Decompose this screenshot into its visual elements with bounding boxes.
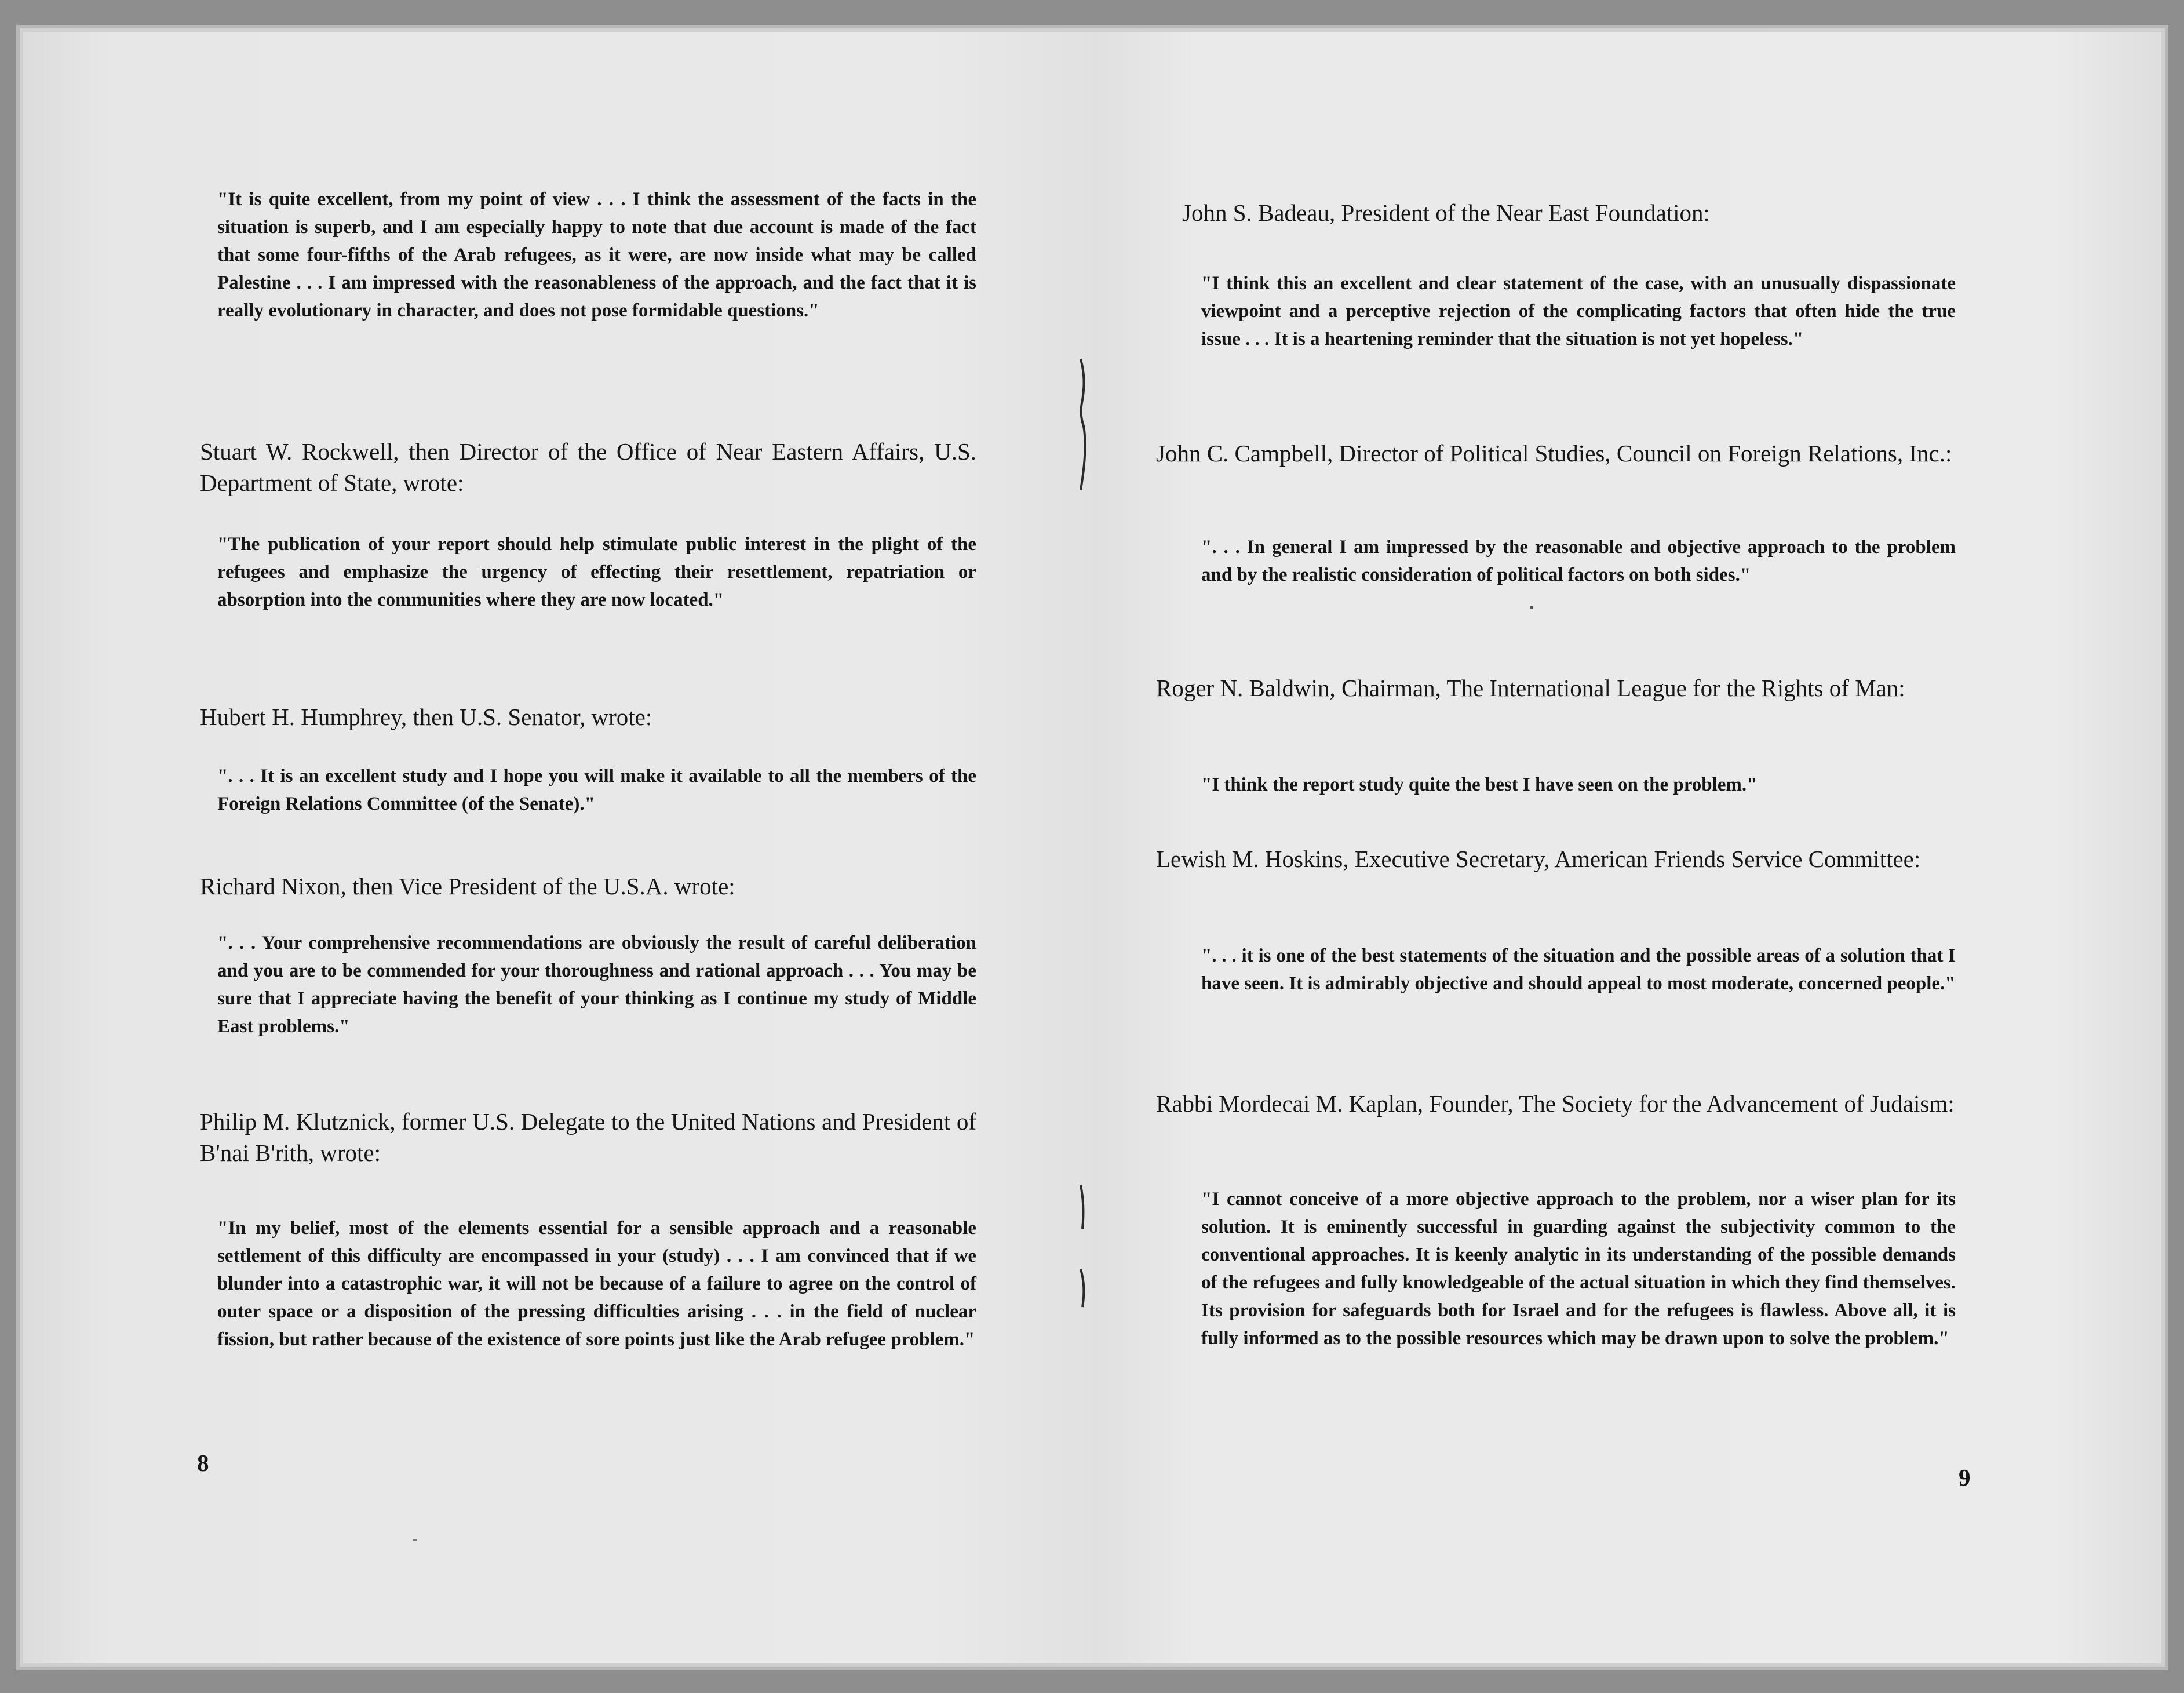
- entry-heading: Roger N. Baldwin, Chairman, The International League for the Rights of Man:: [1156, 675, 1905, 701]
- quote-text: ". . . It is an excellent study and I hope you will make it available to all the members of the Foreign Relations Committee (of the Senate).": [217, 766, 976, 814]
- quote-block-humphrey: [217, 762, 976, 818]
- quote-block-klutznick: [217, 1214, 976, 1353]
- entry-humphrey: [200, 701, 976, 733]
- left-page: [23, 32, 1092, 1663]
- quote-block-hoskins: [1201, 942, 1956, 997]
- entry-kaplan: [1156, 1088, 1956, 1119]
- quote-text: "I think this an excellent and clear statement of the case, with an unusually dispassionate viewpoint and a perceptive rejection of the complicating factors that often hide the true issue . . . It is a heartening reminder that the situation is not yet hopeless.": [1201, 273, 1956, 349]
- entry-heading: Stuart W. Rockwell, then Director of the Office of Near Eastern Affairs, U.S. Department of State, wrote:: [200, 438, 976, 496]
- quote-text: ". . . it is one of the best statements of the situation and the possible areas of a solution that I have seen. It is admirably objective and should appeal to most moderate, concerned people.": [1201, 945, 1956, 994]
- entry-heading: Philip M. Klutznick, former U.S. Delegate to the United Nations and President of B'nai B'rith, wrote:: [200, 1108, 976, 1166]
- entry-klutznick: [200, 1106, 976, 1168]
- quote-text: "It is quite excellent, from my point of view . . . I think the assessment of the facts in the situation is superb, and I am especially happy to note that due account is made of the fact that some four-fifths of the Arab refugees, as it were, are now inside what may be called Palestine . . . I am impressed with the reasonableness of the approach, and the fact that it is really evolutionary in character, and does not pose formidable questions.": [217, 189, 976, 321]
- entry-badeau: [1182, 197, 1956, 228]
- quote-block-rockwell: [217, 530, 976, 614]
- quote-text: "The publication of your report should help stimulate public interest in the plight of the refugees and emphasize the urgency of effecting their resettlement, repatriation or absorption into the communities where they are now located.": [217, 534, 976, 610]
- page-number-right: 9: [1959, 1464, 1971, 1491]
- quote-text: ". . . Your comprehensive recommendations are obviously the result of careful deliberation and you are to be commended for your thoroughness and rational approach . . . You may be sure that I appreciate having the benefit of your thinking as I continue my study of Middle East problems.": [217, 933, 976, 1037]
- entry-heading: Hubert H. Humphrey, then U.S. Senator, wrote:: [200, 704, 652, 730]
- binding-staple-bottom: [1072, 1182, 1095, 1316]
- entry-hoskins: [1156, 843, 1956, 875]
- entry-baldwin: [1156, 672, 1956, 704]
- entry-heading: John C. Campbell, Director of Political Studies, Council on Foreign Relations, Inc.:: [1156, 440, 1952, 467]
- ink-speck: [413, 1539, 417, 1541]
- entry-rockwell: [200, 436, 976, 498]
- quote-text: ". . . In general I am impressed by the reasonable and objective approach to the problem and by the realistic consideration of political factors on both sides.": [1201, 537, 1956, 585]
- entry-nixon: [200, 871, 976, 902]
- page-number-left: 8: [197, 1450, 209, 1476]
- quote-block-baldwin: [1201, 771, 1956, 799]
- quote-block-campbell: [1201, 533, 1956, 589]
- entry-heading: Rabbi Mordecai M. Kaplan, Founder, The Society for the Advancement of Judaism:: [1156, 1090, 1955, 1117]
- quote-block-1: [217, 185, 976, 325]
- entry-heading: John S. Badeau, President of the Near East Foundation:: [1182, 199, 1710, 226]
- quote-text: "I cannot conceive of a more objective approach to the problem, nor a wiser plan for its solution. It is eminently successful in guarding against the subjectivity common to the conventional approaches. It is keenly analytic in its understanding of the possible demands of the refugees and fully knowledgeable of the actual situation in which they find themselves. Its provision for safeguards both for Israel and for the refugees is flawless. Above all, it is fully informed as to the possible resources which may be drawn upon to solve the problem.": [1201, 1189, 1956, 1349]
- book-spread: [23, 32, 2161, 1663]
- entry-heading: Lewish M. Hoskins, Executive Secretary, American Friends Service Committee:: [1156, 846, 1921, 872]
- ink-dot: [1530, 606, 1533, 609]
- right-page: [1092, 32, 2161, 1663]
- quote-text: "In my belief, most of the elements essential for a sensible approach and a reasonable settlement of this difficulty are encompassed in your (study) . . . I am convinced that if we blunder into a catastrophic war, it will not be because of a failure to agree on the control of outer space or a disposition of the pressing difficulties arising . . . in the field of nuclear fission, but rather because of the existence of sore points just like the Arab refugee problem.": [217, 1218, 976, 1350]
- quote-block-badeau: [1201, 270, 1956, 353]
- entry-campbell: [1156, 438, 1956, 469]
- quote-text: "I think the report study quite the best I have seen on the problem.": [1201, 774, 1758, 795]
- entry-heading: Richard Nixon, then Vice President of the U.S.A. wrote:: [200, 873, 735, 900]
- binding-staple-top: [1069, 356, 1098, 496]
- quote-block-kaplan: [1201, 1185, 1956, 1352]
- quote-block-nixon: [217, 929, 976, 1040]
